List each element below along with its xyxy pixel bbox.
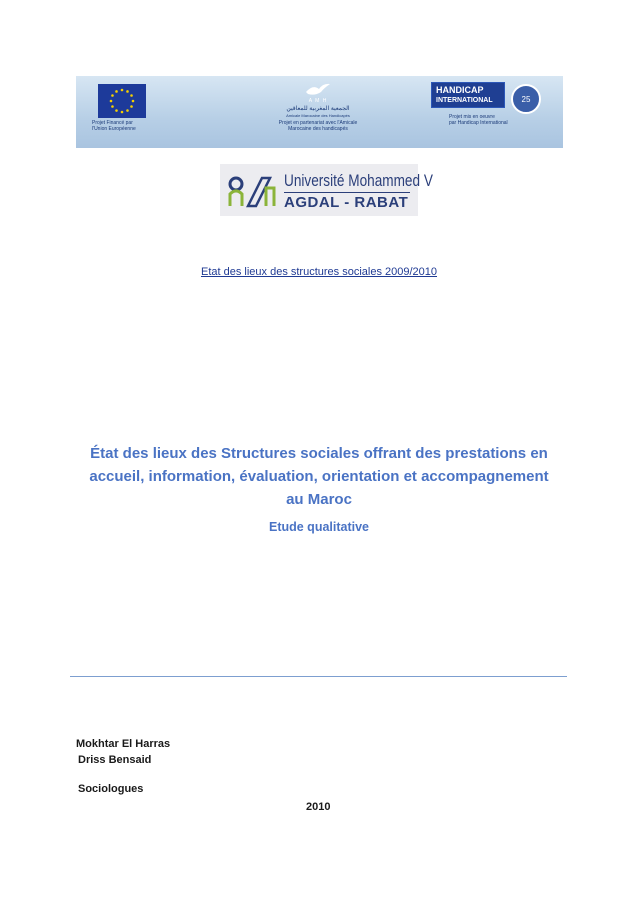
university-divider (284, 192, 410, 193)
author-name: Mokhtar El Harras (76, 738, 171, 750)
horizontal-divider (70, 676, 567, 677)
study-type: Etude qualitative (268, 520, 370, 534)
university-logo (220, 164, 433, 216)
eu-star-icon (111, 105, 114, 108)
amh-arabic-name: الجمعية المغربية للمعاقين (286, 106, 350, 112)
eu-star-icon (121, 89, 124, 92)
eu-star-icon (126, 109, 129, 112)
university-emblem-icon (226, 174, 278, 208)
eu-star-icon (132, 100, 135, 103)
university-name: Université Mohammed V (284, 171, 433, 190)
amh-logo-block (266, 82, 370, 132)
author-name: Driss Bensaid (78, 754, 152, 766)
eu-star-icon (115, 109, 118, 112)
eu-star-icon (115, 90, 118, 93)
university-city: AGDAL - RABAT (284, 194, 409, 211)
handicap-international-logo-block (431, 82, 541, 126)
eu-logo-block (92, 84, 152, 132)
hi-caption: Projet mis en oeuvre par Handicap International (449, 114, 508, 126)
document-subtitle: Etat des lieux des structures sociales 2009/2010 (200, 266, 438, 278)
eu-star-icon (121, 111, 124, 114)
eu-star-icon (110, 100, 113, 103)
eu-star-icon (130, 105, 133, 108)
publication-year: 2010 (306, 801, 331, 813)
eu-star-icon (111, 94, 114, 97)
author-role: Sociologues (78, 783, 144, 795)
amh-caption: Projet en partenariat avec l'Amicale Marocaine des handicapés (278, 120, 358, 132)
bird-icon (305, 82, 331, 98)
amh-subtitle: Amicale Marocaine des Handicapés (286, 113, 350, 118)
eu-caption: Projet Financé par l'Union Européenne (92, 120, 136, 132)
amh-name: A M H (308, 98, 328, 104)
eu-star-icon (130, 94, 133, 97)
eu-flag-icon (98, 84, 146, 118)
document-title: État des lieux des Structures sociales offrant des prestations en accueil, information, évaluation, orientation et accompagnement au Maroc (89, 445, 549, 508)
handicap-international-logo: HANDICAP INTERNATIONAL (431, 82, 505, 108)
partners-banner (76, 76, 563, 148)
anniversary-badge: 25 (511, 84, 541, 114)
eu-star-icon (126, 90, 129, 93)
